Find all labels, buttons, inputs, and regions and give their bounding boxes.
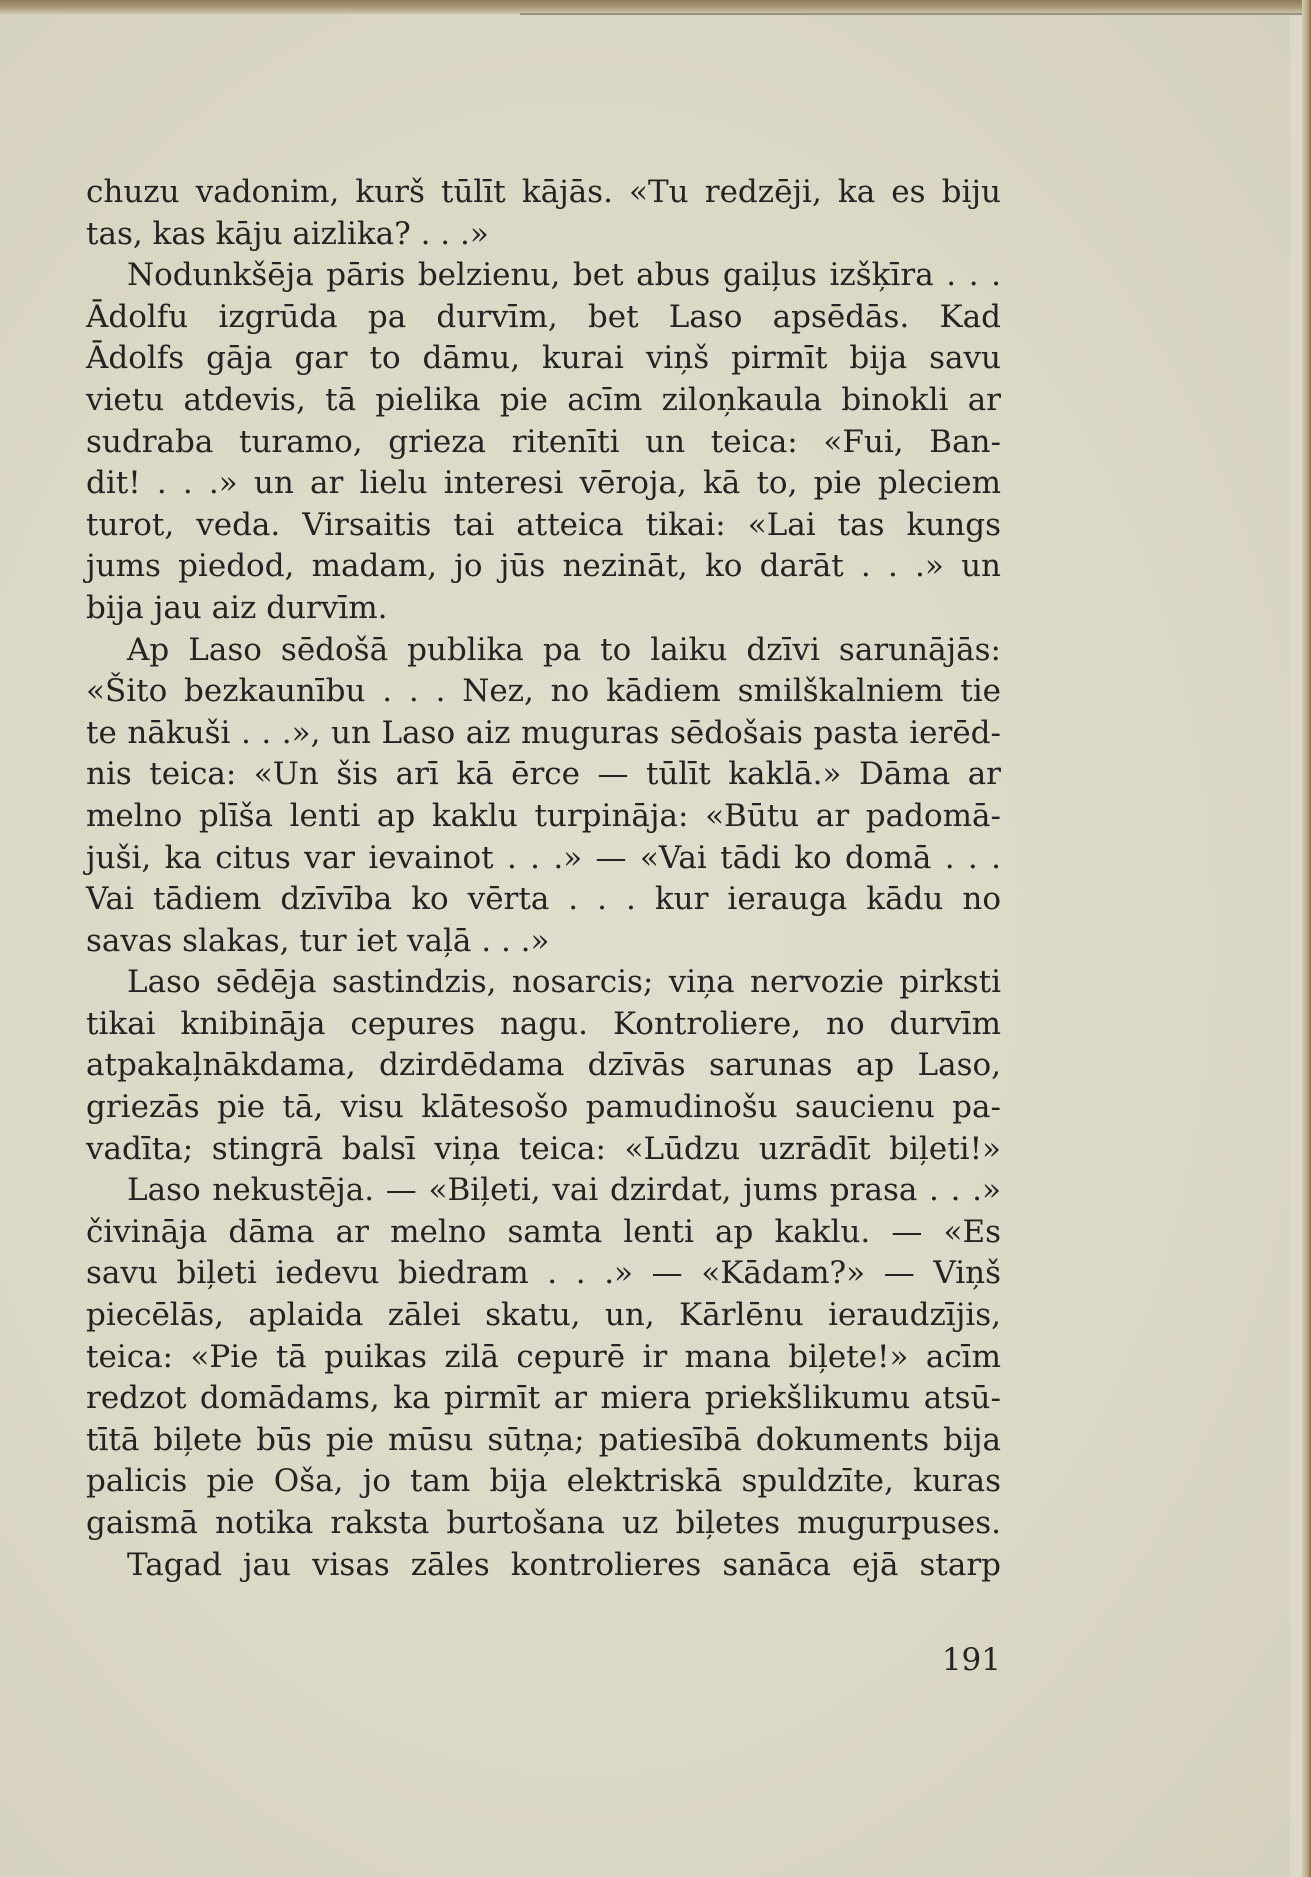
- text-line: chuzu vadonim, kurš tūlīt kājās. «Tu redzēji, ka es biju: [86, 174, 1001, 210]
- text-line: savas slakas, tur iet vaļā . . .»: [86, 922, 550, 959]
- text-line: Ādolfu izgrūda pa durvīm, bet Laso apsēdās. Kad: [86, 298, 1001, 335]
- text-line: turot, veda. Virsaitis tai atteica tikai: «Lai tas kungs: [86, 506, 1001, 543]
- text-line: vietu atdevis, tā pielika pie acīm ziloņkaula binokli ar: [86, 381, 1001, 418]
- text-line: Vai tādiem dzīvība ko vērta . . . kur ierauga kādu no: [86, 881, 1001, 918]
- text-line: savu biļeti iedevu biedram . . .» — «Kādam?» — Viņš: [86, 1255, 1001, 1292]
- text-line: griezās pie tā, visu klātesošo pamudinošu saucienu pa-: [86, 1089, 1001, 1126]
- text-line: teica: «Pie tā puikas zilā cepurē ir mana biļete!» acīm: [86, 1338, 1001, 1375]
- text-line: čivināja dāma ar melno samta lenti ap kaklu. — «Es: [86, 1213, 1001, 1250]
- text-line: palicis pie Oša, jo tam bija elektriskā spuldzīte, kuras: [86, 1463, 1001, 1500]
- text-line: Ādolfs gāja gar to dāmu, kurai viņš pirmīt bija savu: [86, 340, 1001, 377]
- text-line: atpakaļnākdama, dzirdēdama dzīvās sarunas ap Laso,: [86, 1047, 1001, 1084]
- text-line: Laso sēdēja sastindzis, nosarcis; viņa nervozie pirksti: [127, 964, 1001, 1001]
- page-top-rule: [520, 13, 1311, 15]
- text-line: «Šito bezkaunību . . . Nez, no kādiem smilškalniem tie: [86, 673, 1001, 710]
- text-line: te nākuši . . .», un Laso aiz muguras sēdošais pasta ierēd-: [86, 714, 1001, 751]
- text-line: Tagad jau visas zāles kontrolieres sanāca ejā starp: [127, 1546, 1001, 1583]
- text-line: nis teica: «Un šis arī kā ērce — tūlīt kaklā.» Dāma ar: [86, 756, 1001, 793]
- text-line: piecēlās, aplaida zālei skatu, un, Kārlēnu ieraudzījis,: [86, 1297, 1001, 1334]
- page-top-edge: [0, 0, 1311, 14]
- text-line: dit! . . .» un ar lielu interesi vēroja, kā to, pie pleciem: [86, 465, 1001, 502]
- text-line: tikai knibināja cepures nagu. Kontroliere, no durvīm: [86, 1005, 1001, 1042]
- text-line: Ap Laso sēdošā publika pa to laiku dzīvi sarunājās:: [127, 631, 1001, 668]
- text-line: juši, ka citus var ievainot . . .» — «Vai tādi ko domā . . .: [86, 839, 1001, 876]
- text-line: gaismā notika raksta burtošana uz biļetes mugurpuses.: [86, 1505, 1001, 1541]
- text-line: jums piedod, madam, jo jūs nezināt, ko darāt . . .» un: [86, 548, 1001, 585]
- text-line: Laso nekustēja. — «Biļeti, vai dzirdat, jums prasa . . .»: [127, 1172, 1001, 1209]
- page-right-edge: [1302, 0, 1311, 1877]
- text-line: vadīta; stingrā balsī viņa teica: «Lūdzu uzrādīt biļeti!»: [86, 1130, 1001, 1167]
- text-line: Nodunkšēja pāris belzienu, bet abus gaiļus izšķīra . . .: [127, 257, 1001, 294]
- text-line: bija jau aiz durvīm.: [86, 589, 388, 626]
- page-number: 191: [941, 1642, 1001, 1678]
- text-line: tītā biļete būs pie mūsu sūtņa; patiesībā dokuments bija: [86, 1421, 1001, 1458]
- text-line: tas, kas kāju aizlika? . . .»: [86, 215, 489, 252]
- body-text: [86, 172, 1001, 1586]
- text-line: redzot domādams, ka pirmīt ar miera priekšlikumu atsū-: [86, 1380, 1001, 1417]
- text-line: sudraba turamo, grieza ritenīti un teica: «Fui, Ban-: [86, 423, 1001, 460]
- text-line: melno plīša lenti ap kaklu turpināja: «Būtu ar padomā-: [86, 797, 1001, 834]
